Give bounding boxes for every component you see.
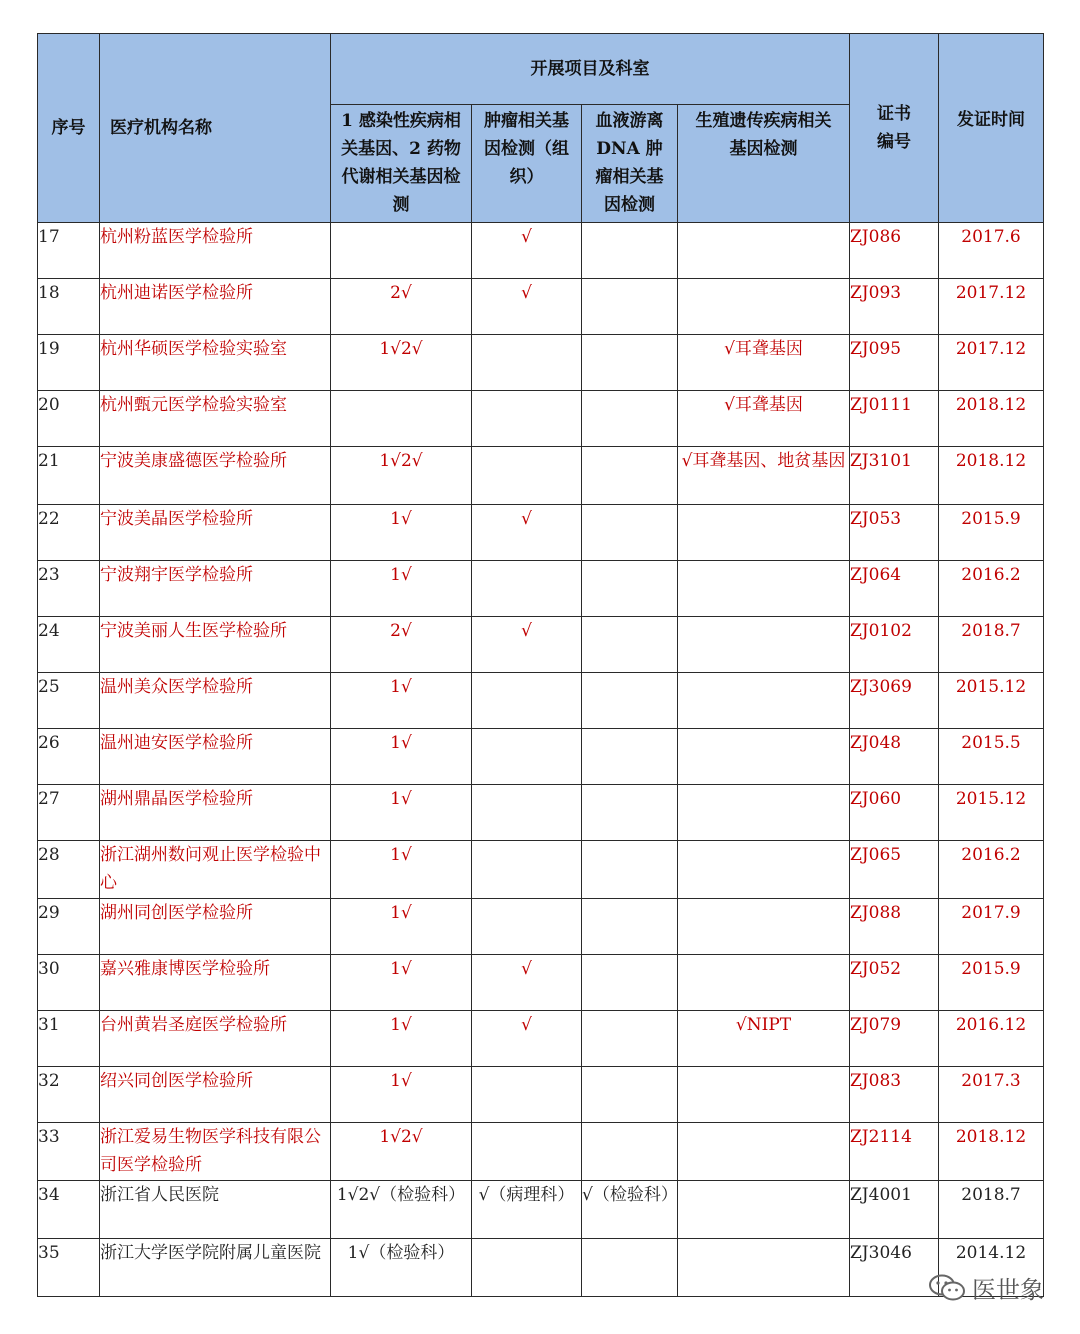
- watermark-text: 医世象: [972, 1276, 1044, 1304]
- row-index: 35: [38, 1239, 100, 1297]
- row-issue-date: 2015.9: [939, 505, 1044, 561]
- row-tumor-tissue: √: [472, 955, 582, 1011]
- header-sub-cfdna: 血液游离 DNA 肿瘤相关基因检测: [582, 105, 678, 223]
- row-tumor-tissue: [472, 841, 582, 899]
- table-row: [38, 1239, 1044, 1297]
- row-reproductive: [678, 729, 850, 785]
- row-institution-name: 温州迪安医学检验所: [100, 729, 331, 785]
- row-tumor-tissue: [472, 1067, 582, 1123]
- row-index: 21: [38, 447, 100, 505]
- row-institution-name: 浙江爱易生物医学科技有限公司医学检验所: [100, 1123, 331, 1181]
- table-row: [38, 841, 1044, 899]
- row-issue-date: 2016.2: [939, 561, 1044, 617]
- row-index: 19: [38, 335, 100, 391]
- row-index: 26: [38, 729, 100, 785]
- row-tumor-tissue: [472, 391, 582, 447]
- row-tumor-tissue: √（病理科）: [472, 1181, 582, 1239]
- table-row: [38, 447, 1044, 505]
- header-group-title: 开展项目及科室: [331, 34, 850, 105]
- row-reproductive: [678, 841, 850, 899]
- row-infection-drug: [331, 391, 472, 447]
- row-reproductive: √耳聋基因: [678, 335, 850, 391]
- watermark: [928, 1270, 1044, 1305]
- row-cert-number: ZJ088: [850, 899, 939, 955]
- table-row: [38, 335, 1044, 391]
- row-tumor-tissue: [472, 729, 582, 785]
- wechat-icon: [928, 1274, 966, 1302]
- table-header: [38, 34, 1044, 223]
- header-cert: 证书编号: [850, 34, 939, 223]
- row-cfdna: [582, 729, 678, 785]
- row-tumor-tissue: √: [472, 505, 582, 561]
- row-cfdna: [582, 223, 678, 279]
- row-index: 20: [38, 391, 100, 447]
- row-tumor-tissue: √: [472, 279, 582, 335]
- row-institution-name: 浙江省人民医院: [100, 1181, 331, 1239]
- header-sub-infection: 1 感染性疾病相关基因、2 药物代谢相关基因检测: [331, 105, 472, 223]
- row-infection-drug: 1√: [331, 561, 472, 617]
- row-tumor-tissue: [472, 561, 582, 617]
- row-infection-drug: 1√（检验科）: [331, 1239, 472, 1297]
- row-institution-name: 湖州同创医学检验所: [100, 899, 331, 955]
- row-index: 33: [38, 1123, 100, 1181]
- table-row: [38, 391, 1044, 447]
- row-institution-name: 湖州鼎晶医学检验所: [100, 785, 331, 841]
- row-cfdna: [582, 391, 678, 447]
- row-institution-name: 宁波美康盛德医学检验所: [100, 447, 331, 505]
- row-issue-date: 2018.7: [939, 1181, 1044, 1239]
- row-issue-date: 2017.9: [939, 899, 1044, 955]
- row-institution-name: 杭州粉蓝医学检验所: [100, 223, 331, 279]
- row-infection-drug: 2√: [331, 279, 472, 335]
- row-institution-name: 杭州华硕医学检验实验室: [100, 335, 331, 391]
- header-index: 序号: [38, 34, 100, 223]
- row-issue-date: 2018.12: [939, 1123, 1044, 1181]
- table-row: [38, 1123, 1044, 1181]
- row-reproductive: [678, 1123, 850, 1181]
- row-cert-number: ZJ3046: [850, 1239, 939, 1297]
- row-reproductive: [678, 673, 850, 729]
- table-row: [38, 1181, 1044, 1239]
- table-row: [38, 729, 1044, 785]
- table-row: [38, 279, 1044, 335]
- row-cfdna: [582, 335, 678, 391]
- row-issue-date: 2017.3: [939, 1067, 1044, 1123]
- row-institution-name: 绍兴同创医学检验所: [100, 1067, 331, 1123]
- institution-table: [37, 33, 1044, 1297]
- row-reproductive: [678, 1239, 850, 1297]
- row-index: 23: [38, 561, 100, 617]
- table-row: [38, 223, 1044, 279]
- row-reproductive: [678, 1067, 850, 1123]
- table-row: [38, 673, 1044, 729]
- row-index: 28: [38, 841, 100, 899]
- row-issue-date: 2014.12: [939, 1239, 1044, 1297]
- row-infection-drug: 1√: [331, 729, 472, 785]
- row-reproductive: [678, 617, 850, 673]
- row-tumor-tissue: [472, 899, 582, 955]
- row-reproductive: √耳聋基因、地贫基因: [678, 447, 850, 505]
- row-institution-name: 温州美众医学检验所: [100, 673, 331, 729]
- row-index: 30: [38, 955, 100, 1011]
- row-tumor-tissue: [472, 673, 582, 729]
- row-cfdna: √（检验科）: [582, 1181, 678, 1239]
- row-cert-number: ZJ2114: [850, 1123, 939, 1181]
- header-name: 医疗机构名称: [100, 34, 331, 223]
- row-institution-name: 台州黄岩圣庭医学检验所: [100, 1011, 331, 1067]
- row-infection-drug: 1√: [331, 673, 472, 729]
- row-reproductive: [678, 955, 850, 1011]
- row-infection-drug: 1√2√: [331, 1123, 472, 1181]
- row-index: 18: [38, 279, 100, 335]
- row-institution-name: 宁波翔宇医学检验所: [100, 561, 331, 617]
- row-infection-drug: 1√: [331, 899, 472, 955]
- row-index: 27: [38, 785, 100, 841]
- table-row: [38, 505, 1044, 561]
- header-date: 发证时间: [939, 34, 1044, 223]
- row-tumor-tissue: [472, 785, 582, 841]
- row-cfdna: [582, 1239, 678, 1297]
- row-cert-number: ZJ060: [850, 785, 939, 841]
- table-row: [38, 617, 1044, 673]
- table-row: [38, 1011, 1044, 1067]
- row-index: 17: [38, 223, 100, 279]
- row-institution-name: 浙江大学医学院附属儿童医院: [100, 1239, 331, 1297]
- row-cert-number: ZJ0111: [850, 391, 939, 447]
- row-cert-number: ZJ086: [850, 223, 939, 279]
- row-index: 22: [38, 505, 100, 561]
- row-cert-number: ZJ4001: [850, 1181, 939, 1239]
- row-reproductive: √耳聋基因: [678, 391, 850, 447]
- row-cert-number: ZJ048: [850, 729, 939, 785]
- row-tumor-tissue: [472, 335, 582, 391]
- row-cfdna: [582, 447, 678, 505]
- row-reproductive: √NIPT: [678, 1011, 850, 1067]
- row-tumor-tissue: [472, 1239, 582, 1297]
- table-body: [38, 223, 1044, 1297]
- row-cert-number: ZJ3101: [850, 447, 939, 505]
- row-cfdna: [582, 1123, 678, 1181]
- row-issue-date: 2017.6: [939, 223, 1044, 279]
- row-issue-date: 2015.12: [939, 785, 1044, 841]
- row-tumor-tissue: [472, 1123, 582, 1181]
- row-cert-number: ZJ095: [850, 335, 939, 391]
- row-infection-drug: [331, 223, 472, 279]
- row-index: 32: [38, 1067, 100, 1123]
- row-index: 24: [38, 617, 100, 673]
- row-cfdna: [582, 617, 678, 673]
- row-cfdna: [582, 955, 678, 1011]
- row-institution-name: 宁波美丽人生医学检验所: [100, 617, 331, 673]
- row-institution-name: 浙江湖州数问观止医学检验中心: [100, 841, 331, 899]
- table-row: [38, 955, 1044, 1011]
- row-reproductive: [678, 505, 850, 561]
- row-cert-number: ZJ052: [850, 955, 939, 1011]
- table-row: [38, 899, 1044, 955]
- row-cfdna: [582, 673, 678, 729]
- table-row: [38, 785, 1044, 841]
- row-infection-drug: 1√: [331, 955, 472, 1011]
- row-cfdna: [582, 785, 678, 841]
- row-infection-drug: 1√: [331, 505, 472, 561]
- table-row: [38, 1067, 1044, 1123]
- row-issue-date: 2015.12: [939, 673, 1044, 729]
- row-cert-number: ZJ093: [850, 279, 939, 335]
- row-index: 31: [38, 1011, 100, 1067]
- row-tumor-tissue: √: [472, 223, 582, 279]
- row-infection-drug: 1√: [331, 841, 472, 899]
- row-tumor-tissue: √: [472, 1011, 582, 1067]
- row-issue-date: 2018.12: [939, 447, 1044, 505]
- row-index: 29: [38, 899, 100, 955]
- row-index: 34: [38, 1181, 100, 1239]
- row-institution-name: 宁波美晶医学检验所: [100, 505, 331, 561]
- row-cert-number: ZJ079: [850, 1011, 939, 1067]
- row-issue-date: 2015.9: [939, 955, 1044, 1011]
- row-reproductive: [678, 1181, 850, 1239]
- row-infection-drug: 1√: [331, 1067, 472, 1123]
- row-infection-drug: 1√: [331, 785, 472, 841]
- table-row: [38, 561, 1044, 617]
- row-reproductive: [678, 561, 850, 617]
- row-cfdna: [582, 899, 678, 955]
- row-cert-number: ZJ053: [850, 505, 939, 561]
- row-issue-date: 2016.12: [939, 1011, 1044, 1067]
- row-cfdna: [582, 841, 678, 899]
- row-cfdna: [582, 279, 678, 335]
- row-cfdna: [582, 1011, 678, 1067]
- row-tumor-tissue: [472, 447, 582, 505]
- row-issue-date: 2018.12: [939, 391, 1044, 447]
- row-infection-drug: 1√2√: [331, 335, 472, 391]
- row-issue-date: 2018.7: [939, 617, 1044, 673]
- header-sub-tumor: 肿瘤相关基因检测（组织）: [472, 105, 582, 223]
- row-institution-name: 杭州甄元医学检验实验室: [100, 391, 331, 447]
- row-infection-drug: 1√2√（检验科）: [331, 1181, 472, 1239]
- row-reproductive: [678, 899, 850, 955]
- row-cert-number: ZJ0102: [850, 617, 939, 673]
- row-cert-number: ZJ064: [850, 561, 939, 617]
- row-cfdna: [582, 561, 678, 617]
- row-cfdna: [582, 1067, 678, 1123]
- header-sub-reproductive: 生殖遗传疾病相关基因检测: [678, 105, 850, 223]
- row-cert-number: ZJ083: [850, 1067, 939, 1123]
- row-issue-date: 2015.5: [939, 729, 1044, 785]
- row-reproductive: [678, 223, 850, 279]
- row-cert-number: ZJ065: [850, 841, 939, 899]
- row-infection-drug: 2√: [331, 617, 472, 673]
- row-infection-drug: 1√: [331, 1011, 472, 1067]
- row-cfdna: [582, 505, 678, 561]
- row-issue-date: 2017.12: [939, 335, 1044, 391]
- row-institution-name: 杭州迪诺医学检验所: [100, 279, 331, 335]
- row-cert-number: ZJ3069: [850, 673, 939, 729]
- row-reproductive: [678, 279, 850, 335]
- row-institution-name: 嘉兴雅康博医学检验所: [100, 955, 331, 1011]
- row-issue-date: 2017.12: [939, 279, 1044, 335]
- row-tumor-tissue: √: [472, 617, 582, 673]
- row-infection-drug: 1√2√: [331, 447, 472, 505]
- row-index: 25: [38, 673, 100, 729]
- row-issue-date: 2016.2: [939, 841, 1044, 899]
- row-reproductive: [678, 785, 850, 841]
